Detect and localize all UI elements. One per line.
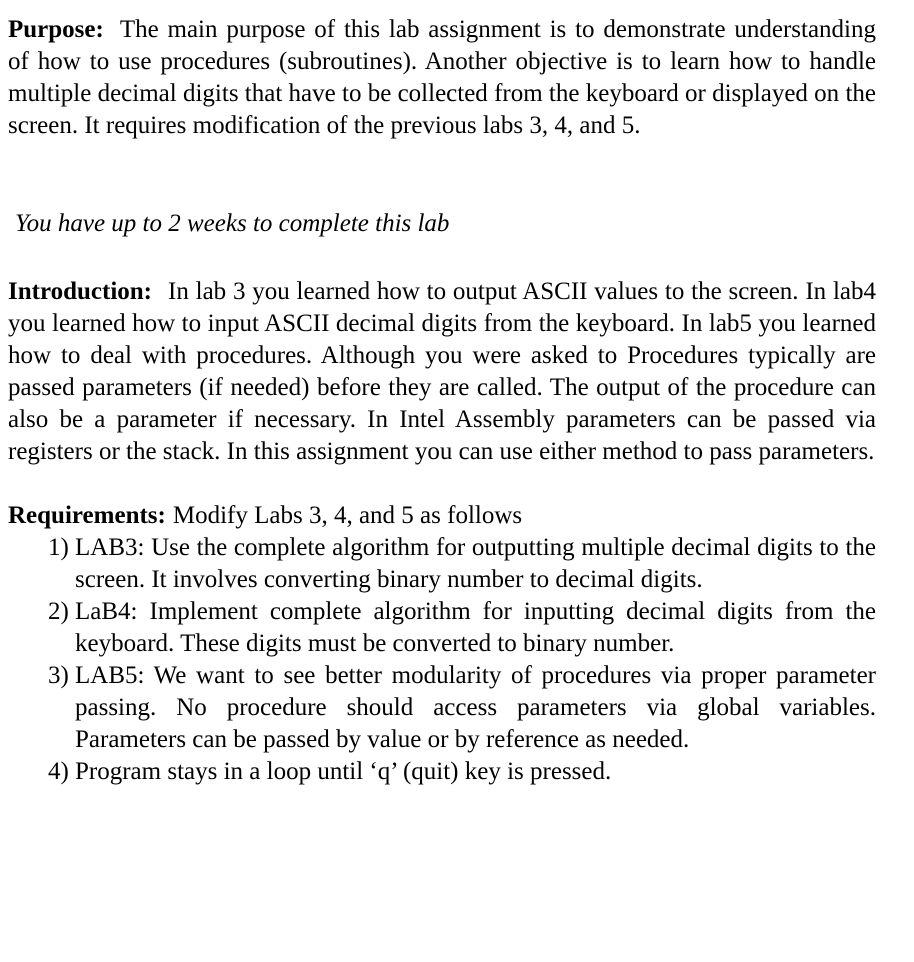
requirements-list [8,532,876,788]
requirement-text: LAB3: Use the complete algorithm for outputting multiple decimal digits to the screen. It involves converting binary number to decimal digits. [75,534,876,593]
purpose-label: Purpose: [8,16,104,43]
introduction-paragraph [8,276,876,468]
requirement-number: 2) [48,598,69,625]
requirement-text: LAB5: We want to see better modularity of procedures via proper parameter passing. No procedure should access parameters via global variables. Parameters can be passed by value or by reference as needed. [75,662,876,753]
requirement-text: LaB4: Implement complete algorithm for inputting decimal digits from the keyboard. These digits must be converted to binary number. [75,598,876,657]
requirement-item [8,756,876,788]
requirement-item [8,532,876,596]
purpose-paragraph [8,14,876,142]
requirement-number: 1) [48,534,69,561]
requirements-label: Requirements: [8,502,166,529]
requirements-intro-text: Modify Labs 3, 4, and 5 as follows [172,502,523,529]
requirement-text: Program stays in a loop until ‘q’ (quit) key is pressed. [75,758,612,785]
purpose-text: The main purpose of this lab assignment is to demonstrate understanding of how to use procedures (subroutines). Another objective is to learn how to handle multiple decimal digits that have to be collected from the keyboard or displayed on the screen. It requires modification of the previous labs 3, 4, and 5. [8,16,876,139]
requirement-item [8,660,876,756]
requirement-number: 4) [48,758,69,785]
requirement-number: 3) [48,662,69,689]
deadline-note: You have up to 2 weeks to complete this lab [15,210,450,237]
introduction-label: Introduction: [8,278,153,305]
requirements-heading [8,500,876,532]
introduction-text: In lab 3 you learned how to output ASCII values to the screen. In lab4 you learned how to input ASCII decimal digits from the keyboard. In lab5 you learned how to deal with procedures. Although you were asked to Procedures typically are passed parameters (if needed) before they are called. The output of the procedure can also be a parameter if necessary. In Intel Assembly parameters can be passed via registers or the stack. In this assignment you can use either method to pass parameters. [8,278,876,465]
requirement-item [8,596,876,660]
